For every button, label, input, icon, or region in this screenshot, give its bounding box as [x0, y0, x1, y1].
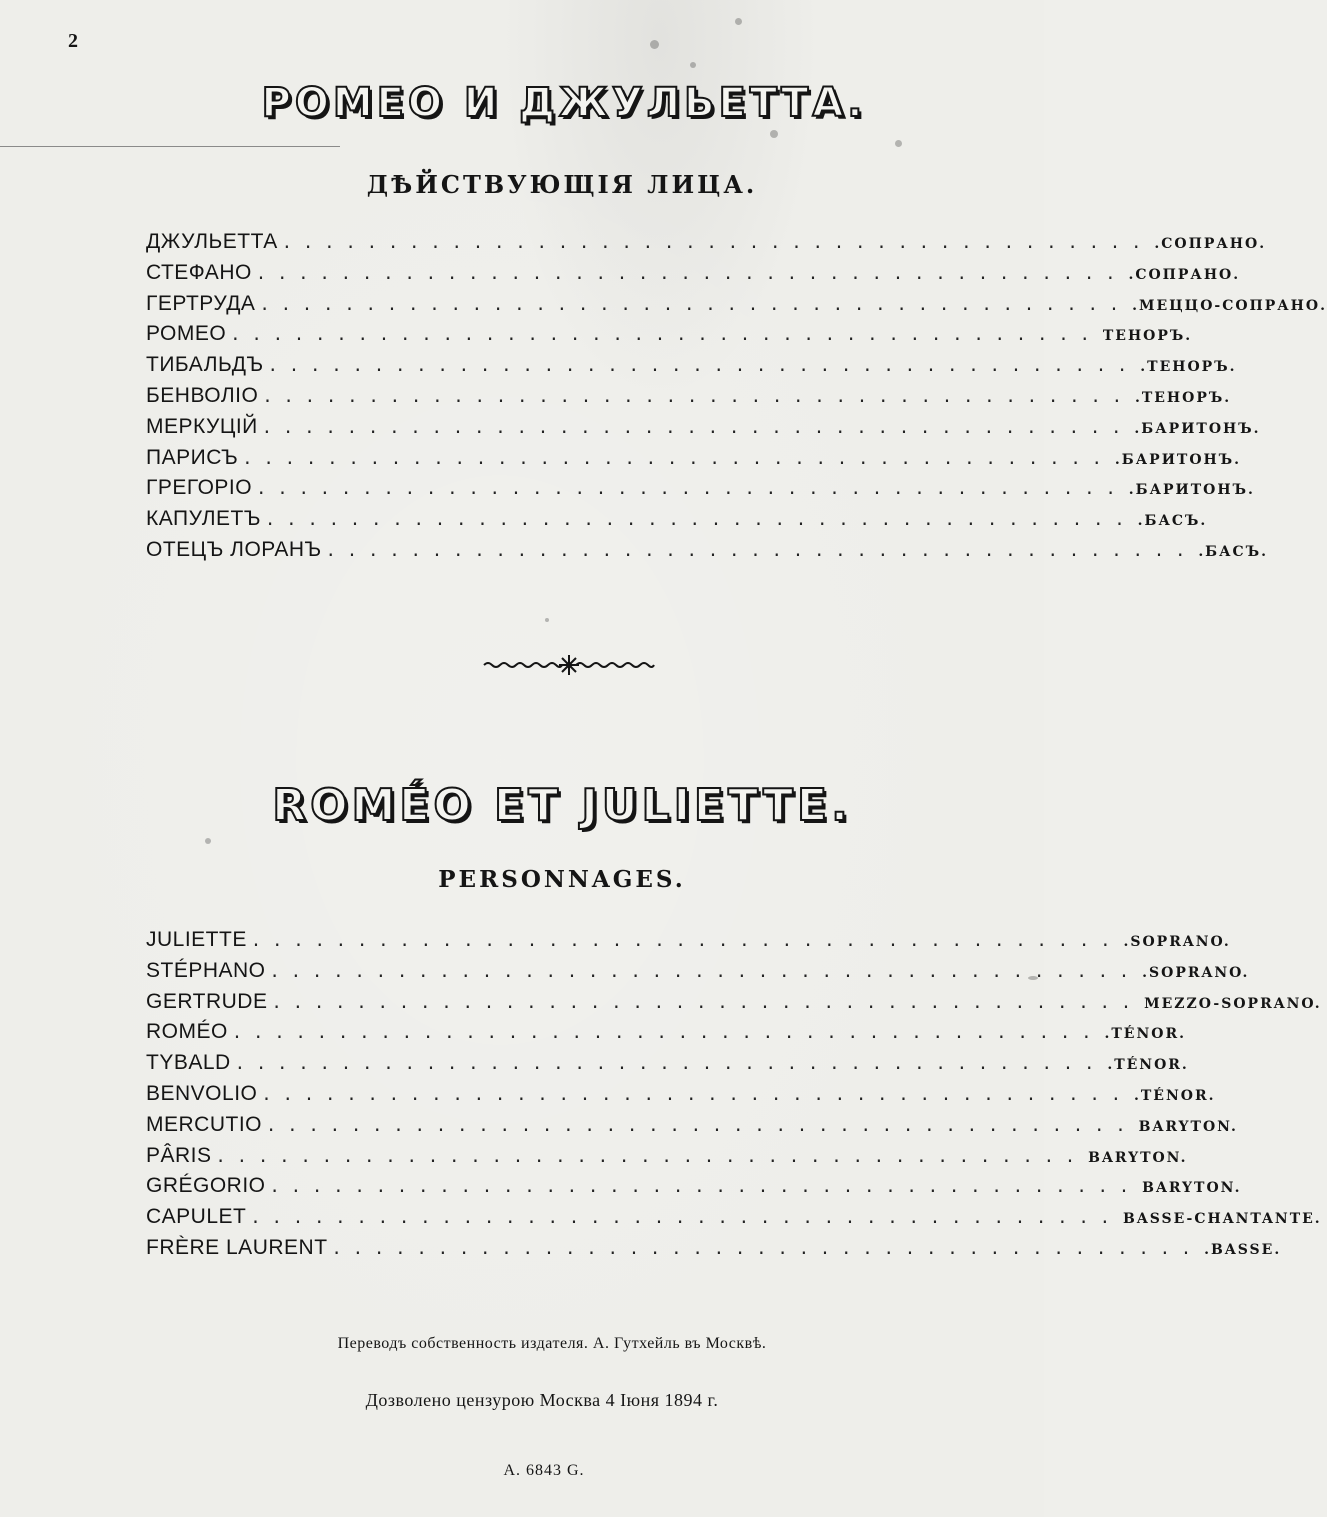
leader-dots: .........................................: [261, 417, 1133, 438]
leader-dots: .........................................: [242, 448, 1113, 469]
character-name: BENVOLIO: [146, 1081, 258, 1105]
cast-row: [146, 537, 1268, 569]
russian-cast-list: [146, 230, 1327, 569]
cast-row: [146, 928, 1231, 959]
paper-speck: [895, 140, 902, 147]
cast-row: [146, 414, 1261, 446]
voice-type: .БАРИТОНЪ.: [1114, 451, 1242, 468]
paper-speck: [205, 838, 211, 844]
voice-type: .ТЕНОРЪ.: [1140, 359, 1237, 376]
ornament-divider-icon: [482, 650, 656, 680]
voice-type: .TÉNOR.: [1104, 1026, 1186, 1043]
voice-type: .БАСЪ.: [1137, 513, 1208, 530]
voice-type: .BASSE.: [1204, 1241, 1282, 1258]
character-name: ГЕРТРУДА: [146, 291, 256, 315]
cast-row: [146, 1112, 1238, 1144]
leader-dots: .........................................: [271, 992, 1143, 1013]
voice-type: .TÉNOR.: [1107, 1057, 1189, 1074]
cast-row: [146, 1081, 1216, 1113]
leader-dots: .........................................: [325, 540, 1197, 561]
cast-row: [146, 1205, 1322, 1236]
character-name: GERTRUDE: [146, 989, 268, 1013]
cast-row: [146, 1235, 1282, 1267]
leader-dots: .........................................: [261, 1084, 1133, 1105]
cast-row: [146, 291, 1327, 323]
character-name: CAPULET: [146, 1205, 247, 1229]
page-number: 2: [68, 30, 78, 52]
paper-speck: [690, 62, 696, 68]
voice-type: .БАРИТОНЪ.: [1128, 482, 1255, 499]
leader-dots: .........................................: [250, 931, 1122, 951]
leader-dots: .........................................: [250, 1208, 1121, 1229]
voice-type: .SOPRANO.: [1123, 934, 1231, 950]
leader-dots: .........................................: [231, 1023, 1103, 1044]
cast-row: [146, 1174, 1242, 1205]
leader-dots: .........................................: [256, 479, 1127, 500]
voice-type: .БАСЪ.: [1198, 543, 1268, 560]
character-name: GRÉGORIO: [146, 1174, 266, 1198]
paper-speck: [650, 40, 659, 49]
voice-type: .МЕЦЦО-СОПРАНО.: [1132, 297, 1327, 314]
cast-row: [146, 989, 1322, 1021]
russian-subtitle: ДѢЙСТВУЮЩIЯ ЛИЦА.: [366, 170, 758, 199]
paper-speck: [735, 18, 742, 25]
leader-dots: .........................................: [331, 1238, 1203, 1259]
character-name: MERCUTIO: [146, 1112, 262, 1136]
character-name: КАПУЛЕТЪ: [146, 507, 261, 531]
character-name: БЕНВОЛIО: [146, 383, 259, 407]
voice-type: BARYTON.: [1138, 1118, 1238, 1135]
character-name: ТИБАЛЬДЪ: [146, 353, 264, 377]
cast-row: [146, 383, 1232, 415]
leader-dots: .........................................: [264, 510, 1136, 531]
voice-type: .TÉNOR.: [1134, 1087, 1216, 1104]
cast-row: [146, 1051, 1189, 1082]
character-name: FRÈRE LAURENT: [146, 1235, 328, 1259]
russian-title: РОМЕО И ДЖУЛЬЕТТА.: [261, 80, 867, 126]
character-name: PÂRIS: [146, 1143, 212, 1167]
cast-row: [146, 507, 1208, 538]
cast-row: [146, 476, 1255, 507]
cast-row: [146, 445, 1242, 477]
leader-dots: .........................................: [267, 356, 1139, 377]
voice-type: BARYTON.: [1142, 1180, 1242, 1197]
character-name: ПАРИСЪ: [146, 445, 239, 469]
leader-dots: .........................................: [266, 1115, 1137, 1136]
cast-row: [146, 1020, 1186, 1051]
paper-speck: [770, 130, 778, 138]
translation-note: Переводъ собственность издателя. А. Гутхейль въ Москвѣ.: [337, 1335, 767, 1352]
character-name: СТЕФАНО: [146, 260, 252, 284]
character-name: STÉPHANO: [146, 958, 266, 982]
leader-dots: .........................................: [281, 233, 1153, 253]
leader-dots: .........................................: [262, 386, 1133, 407]
voice-type: .БАРИТОНЪ.: [1134, 420, 1261, 437]
french-subtitle: PERSONNAGES.: [438, 866, 686, 893]
leader-dots: .........................................: [269, 1177, 1141, 1198]
leader-dots: .........................................: [234, 1054, 1106, 1075]
voice-type: MEZZO-SOPRANO.: [1144, 995, 1322, 1012]
leader-dots: .........................................: [269, 961, 1141, 982]
french-title: ROMÉO ET JULIETTE.: [272, 780, 852, 831]
character-name: ГРЕГОРIО: [146, 476, 253, 500]
cast-row: [146, 958, 1250, 990]
voice-type: .ТЕНОРЪ.: [1134, 389, 1232, 406]
character-name: TYBALD: [146, 1051, 231, 1075]
paper-speck: [545, 618, 549, 622]
cast-row: [146, 322, 1193, 353]
censorship-note: Дозволено цензурою Москва 4 Iюня 1894 г.: [365, 1390, 719, 1410]
voice-type: .СОПРАНО.: [1154, 236, 1267, 252]
voice-type: BARYTON.: [1088, 1149, 1188, 1166]
paper-speck: [1028, 976, 1038, 980]
voice-type: .СОПРАНО.: [1128, 266, 1241, 283]
character-name: МЕРКУЦIЙ: [146, 414, 258, 438]
character-name: ОТЕЦЪ ЛОРАНЪ: [146, 537, 322, 561]
voice-type: BASSE-CHANTANTE.: [1123, 1211, 1322, 1228]
cast-row: [146, 260, 1241, 292]
cast-row: [146, 1143, 1188, 1175]
cast-row: [146, 230, 1267, 261]
plate-number: A. 6843 G.: [503, 1462, 585, 1479]
character-name: JULIETTE: [146, 928, 247, 951]
character-name: ДЖУЛЬЕТТА: [146, 230, 278, 253]
cast-row: [146, 353, 1237, 384]
french-cast-list: [146, 928, 1322, 1267]
leader-dots: .........................................: [215, 1146, 1087, 1167]
voice-type: .SOPRANO.: [1142, 964, 1250, 981]
leader-dots: .........................................: [259, 294, 1131, 315]
character-name: РОМЕО: [146, 322, 227, 346]
leader-dots: .........................................: [255, 263, 1127, 284]
printed-rule-line: [0, 146, 340, 147]
character-name: ROMÉO: [146, 1020, 228, 1044]
leader-dots: .........................................: [230, 325, 1101, 346]
voice-type: ТЕНОРЪ.: [1102, 328, 1193, 345]
